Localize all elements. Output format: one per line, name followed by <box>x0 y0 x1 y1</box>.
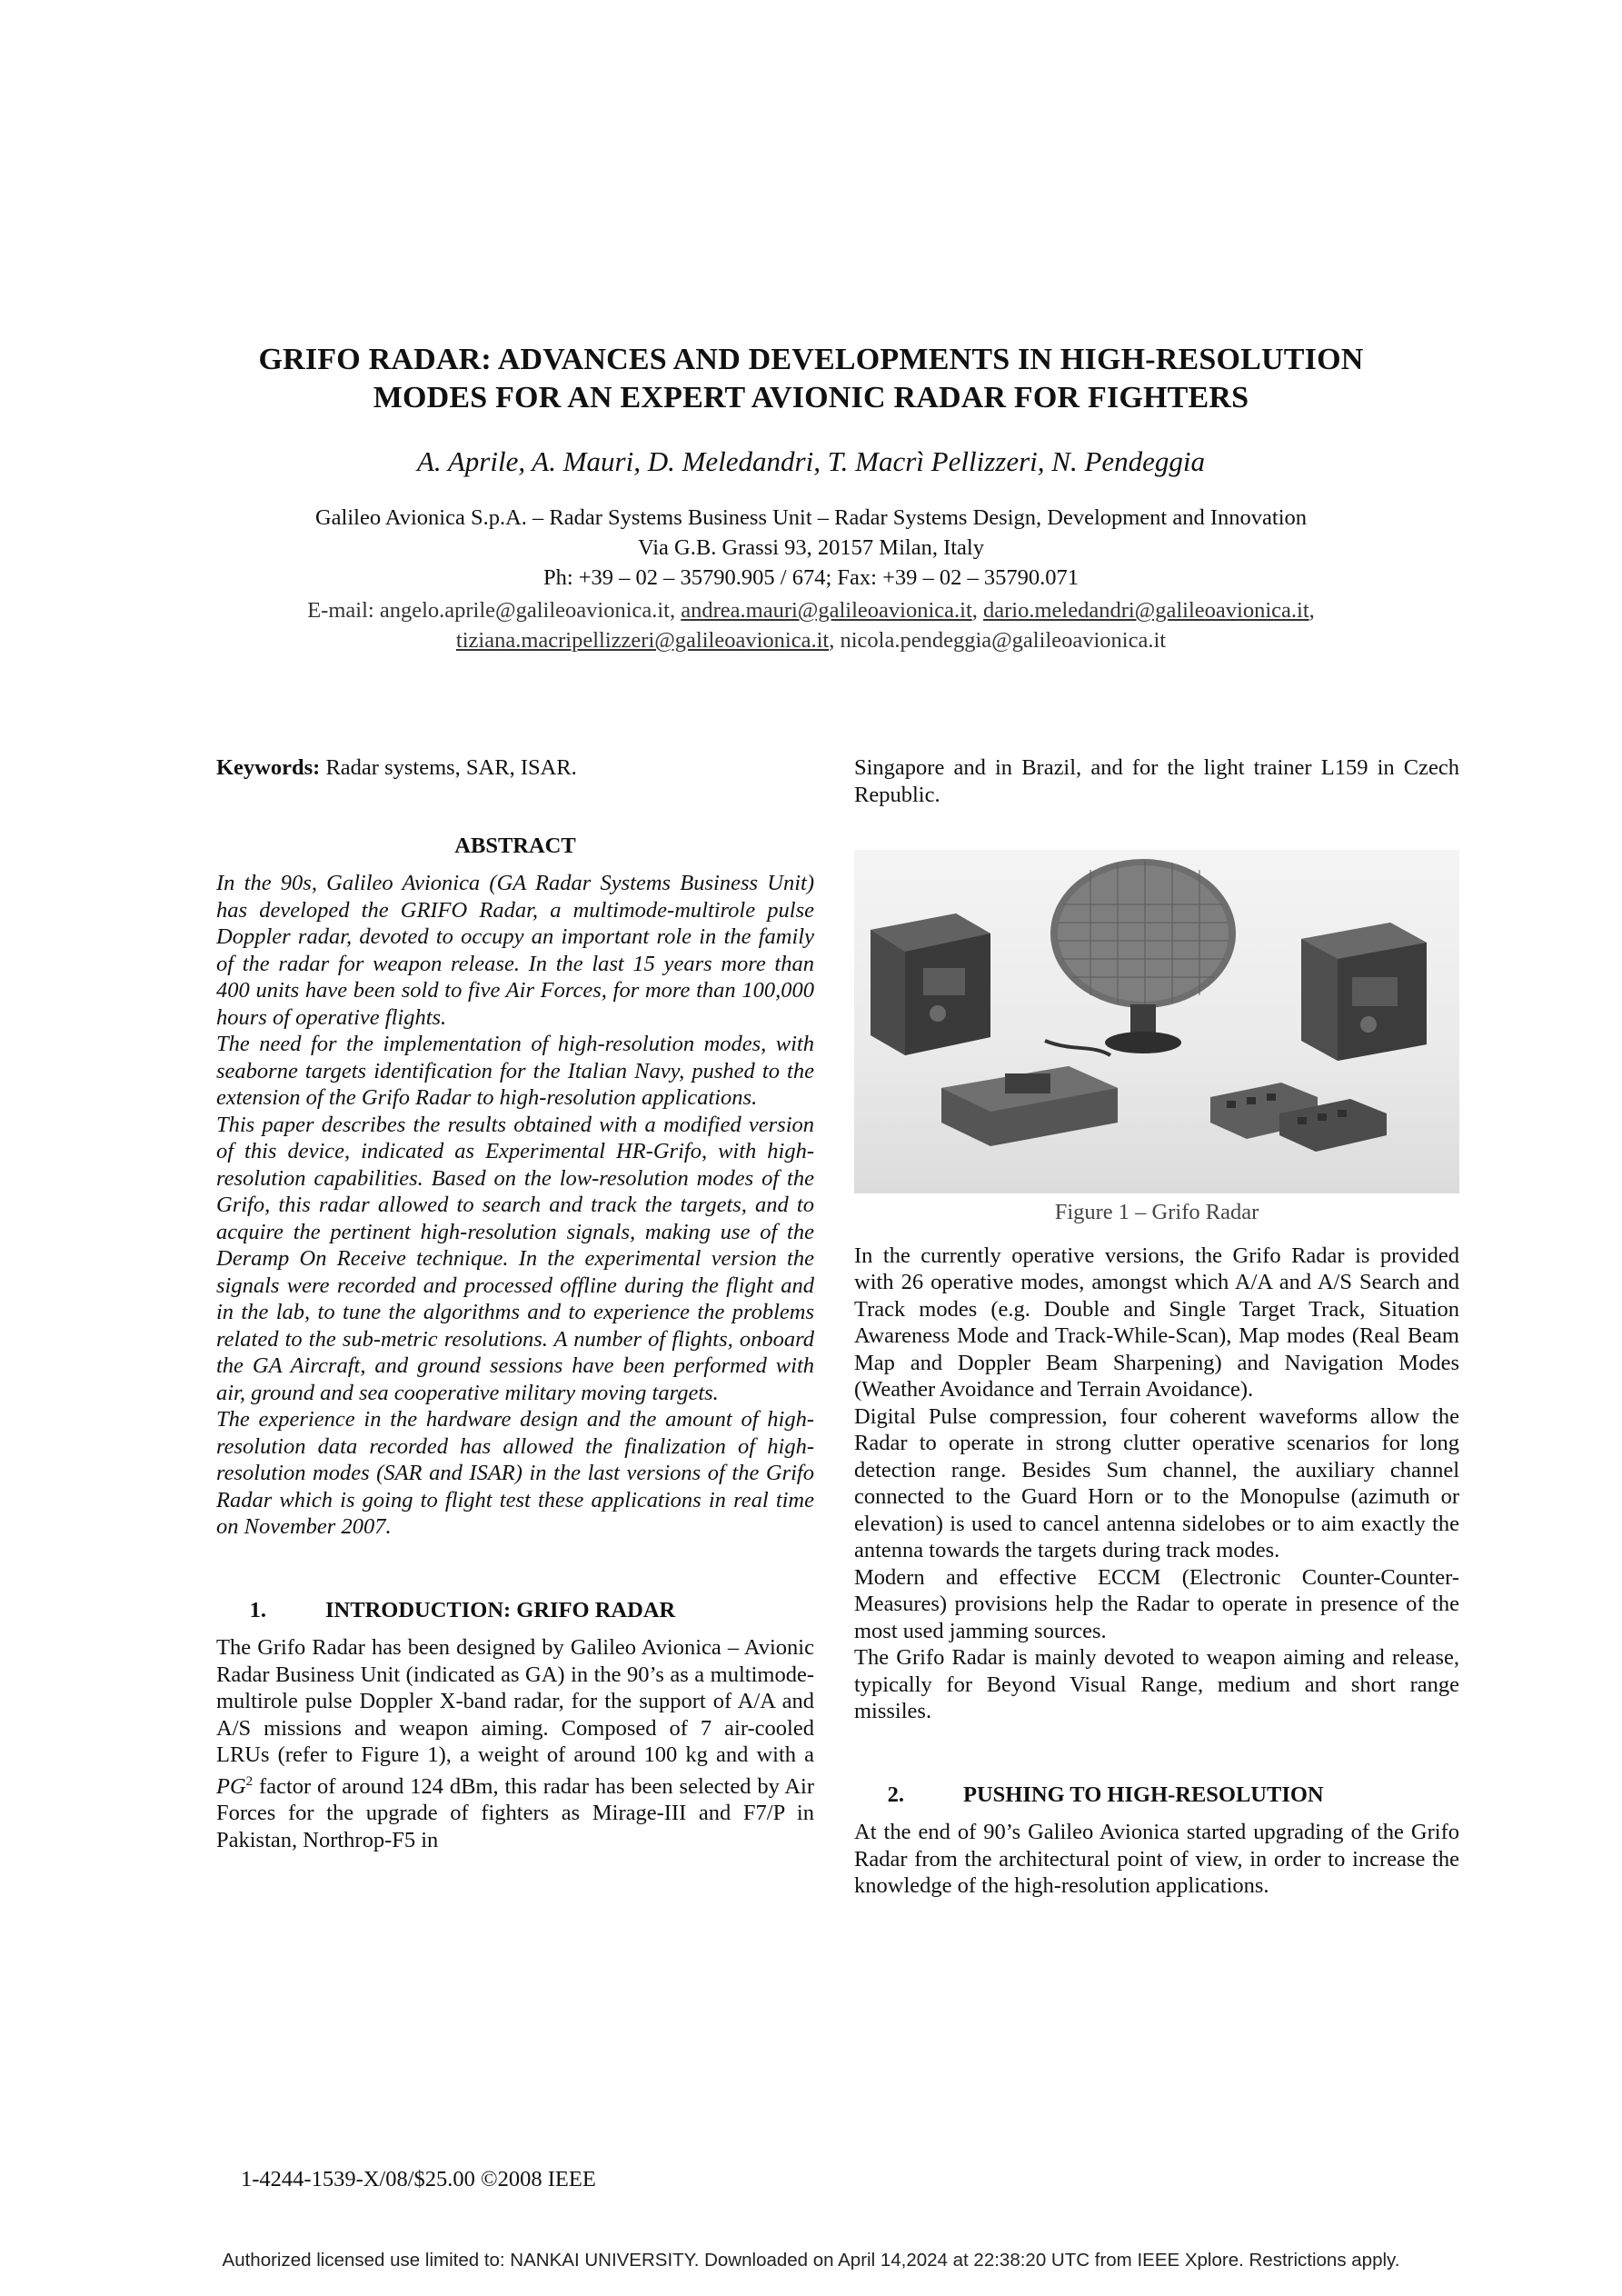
left-column <box>216 754 814 1853</box>
email-link[interactable]: angelo.aprile@galileoavionica.it <box>379 598 670 623</box>
email-link[interactable]: nicola.pendeggia@galileoavionica.it <box>840 628 1167 653</box>
section-1-text-b: factor of around 124 dBm, this radar has been selected by Air Forces for the upgrade of fighters as Mirage-III and F7/P in Pakistan, Northrop-F5 in <box>216 1773 814 1852</box>
figure-caption: Figure 1 – Grifo Radar <box>1054 1200 1259 1224</box>
abstract-heading: ABSTRACT <box>454 833 576 858</box>
title-line-1: GRIFO RADAR: ADVANCES AND DEVELOPMENTS IN HIGH-RESOLUTION <box>258 343 1364 376</box>
section-2-heading <box>854 1782 1459 1809</box>
license-notice: Authorized licensed use limited to: NANKAI UNIVERSITY. Downloaded on April 14,2024 at 22:38:20 UTC from IEEE Xplore. Restrictions apply. <box>222 2250 1400 2271</box>
continuation-text: Singapore and in Brazil, and for the light trainer L159 in Czech Republic. <box>854 755 1459 807</box>
email-label: E-mail: <box>307 598 380 623</box>
keywords-label: Keywords: <box>216 755 321 780</box>
abstract-body <box>216 870 814 1541</box>
email-link[interactable]: andrea.mauri@galileoavionica.it <box>681 598 972 623</box>
body-paragraph: The Grifo Radar is mainly devoted to weapon aiming and release, typically for Beyond Visual Range, medium and short range missiles. <box>854 1645 1459 1723</box>
affiliation <box>164 503 1458 593</box>
antenna-surface <box>1058 865 1229 1002</box>
abstract-paragraph: In the 90s, Galileo Avionica (GA Radar Systems Business Unit) has developed the GRIFO Radar, a multimode-multirole pulse Doppler radar, devoted to occupy an important role in the family of the radar for weapon release. In the last 15 years more than 400 units have been sold to five Air Forces, for more than 100,000 hours of operative flights. <box>216 871 814 1030</box>
cable <box>1045 1041 1110 1055</box>
grifo-radar-illustration <box>854 850 1459 1193</box>
section-title: INTRODUCTION: GRIFO RADAR <box>325 1597 676 1622</box>
author-list: A. Aprile, A. Mauri, D. Meledandri, T. Macrì Pellizzeri, N. Pendeggia <box>416 445 1206 477</box>
body-paragraph: Modern and effective ECCM (Electronic Counter-Counter-Measures) provisions help the Radar to operate in presence of the most used jamming sources. <box>854 1564 1459 1643</box>
affiliation-line-2: Via G.B. Grassi 93, 20157 Milan, Italy <box>638 535 984 560</box>
abstract-paragraph: The need for the implementation of high-resolution modes, with seaborne targets identification for the Italian Navy, pushed to the extension of the Grifo Radar to high-resolution applications. <box>216 1032 814 1110</box>
pg-symbol: PG <box>216 1773 246 1799</box>
email-link[interactable]: tiziana.macripellizzeri@galileoavionica.it <box>455 628 830 653</box>
section-2-text: At the end of 90’s Galileo Avionica started upgrading of the Grifo Radar from the architectural point of view, in order to increase the knowledge of the high-resolution applications. <box>854 1820 1459 1898</box>
paper-title <box>164 341 1458 417</box>
section-number: 1. <box>249 1597 266 1622</box>
affiliation-line-1: Galileo Avionica S.p.A. – Radar Systems Business Unit – Radar Systems Design, Development and Innovation <box>314 505 1308 530</box>
section-1-text-a: The Grifo Radar has been designed by Galileo Avionica – Avionic Radar Business Unit (indicated as GA) in the 90’s as a multimode-multirole pulse Doppler X-band radar, for the support of A/A and A/S missions and weapon aiming. Composed of 7 air-cooled LRUs (refer to Figure 1), a weight of around 100 kg and with a <box>216 1635 814 1767</box>
abstract-paragraph: The experience in the hardware design and the amount of high-resolution data recorded has allowed the finalization of high-resolution modes (SAR and ISAR) in the last versions of the Grifo Radar which is going to flight test these applications in real time on November 2007. <box>216 1407 814 1539</box>
radar-photo <box>854 850 1459 1193</box>
section-1-text <box>216 1634 814 1853</box>
section-1-heading <box>216 1597 814 1624</box>
affiliation-line-3: Ph: +39 – 02 – 35790.905 / 674; Fax: +39 – 02 – 35790.071 <box>542 565 1080 590</box>
body-paragraph: Digital Pulse compression, four coherent waveforms allow the Radar to operate in strong clutter operative scenarios for long detection range. Besides Sum channel, the auxiliary channel connected to the Guard Horn or to the Monopulse (azimuth or elevation) is used to cancel antenna sidelobes or to aim exactly the antenna towards the targets during track modes. <box>854 1403 1459 1562</box>
keywords-text: Radar systems, SAR, ISAR. <box>320 755 577 780</box>
section-title: PUSHING TO HIGH-RESOLUTION <box>963 1782 1324 1807</box>
right-column <box>854 754 1459 1900</box>
abstract-paragraph: This paper describes the results obtained with a modified version of this device, indicated as Experimental HR-Grifo, with high-resolution capabilities. Based on the low-resolution modes of the Grifo, this radar allowed to search and track the targets, and to acquire the pertinent high-resolution signals, making use of the Deramp On Receive technique. In the experimental version the signals were recorded and processed offline during the flight and in the lab, to tune the algorithms and to experience the problems related to the sub-metric resolutions. A number of flights, onboard the GA Aircraft, and ground sessions have been performed with air, ground and sea cooperative military moving targets. <box>216 1112 814 1405</box>
antenna-base <box>1105 1032 1181 1053</box>
email-block: E-mail: angelo.aprile@galileoavionica.it, andrea.mauri@galileoavionica.it, dario.meledandri@galileoavionica.it, tiziana.macripellizzeri@galileoavionica.it, nicola.pendeggia@galileoavionica.it <box>307 598 1315 653</box>
keywords <box>216 754 814 782</box>
copyright-notice: 1-4244-1539-X/08/$25.00 ©2008 IEEE <box>241 2167 596 2191</box>
title-line-2: MODES FOR AN EXPERT AVIONIC RADAR FOR FIGHTERS <box>373 381 1249 414</box>
body-paragraph: In the currently operative versions, the Grifo Radar is provided with 26 operative modes, amongst which A/A and A/S Search and Track modes (e.g. Double and Single Target Track, Situation Awareness Mode and Track-While-Scan), Map modes (Real Beam Map and Doppler Beam Sharpening) and Navigation Modes (Weather Avoidance and Terrain Avoidance). <box>854 1243 1459 1402</box>
pg-exponent: 2 <box>245 1773 254 1789</box>
email-link[interactable]: dario.meledandri@galileoavionica.it <box>983 598 1309 623</box>
section-number: 2. <box>887 1782 904 1807</box>
